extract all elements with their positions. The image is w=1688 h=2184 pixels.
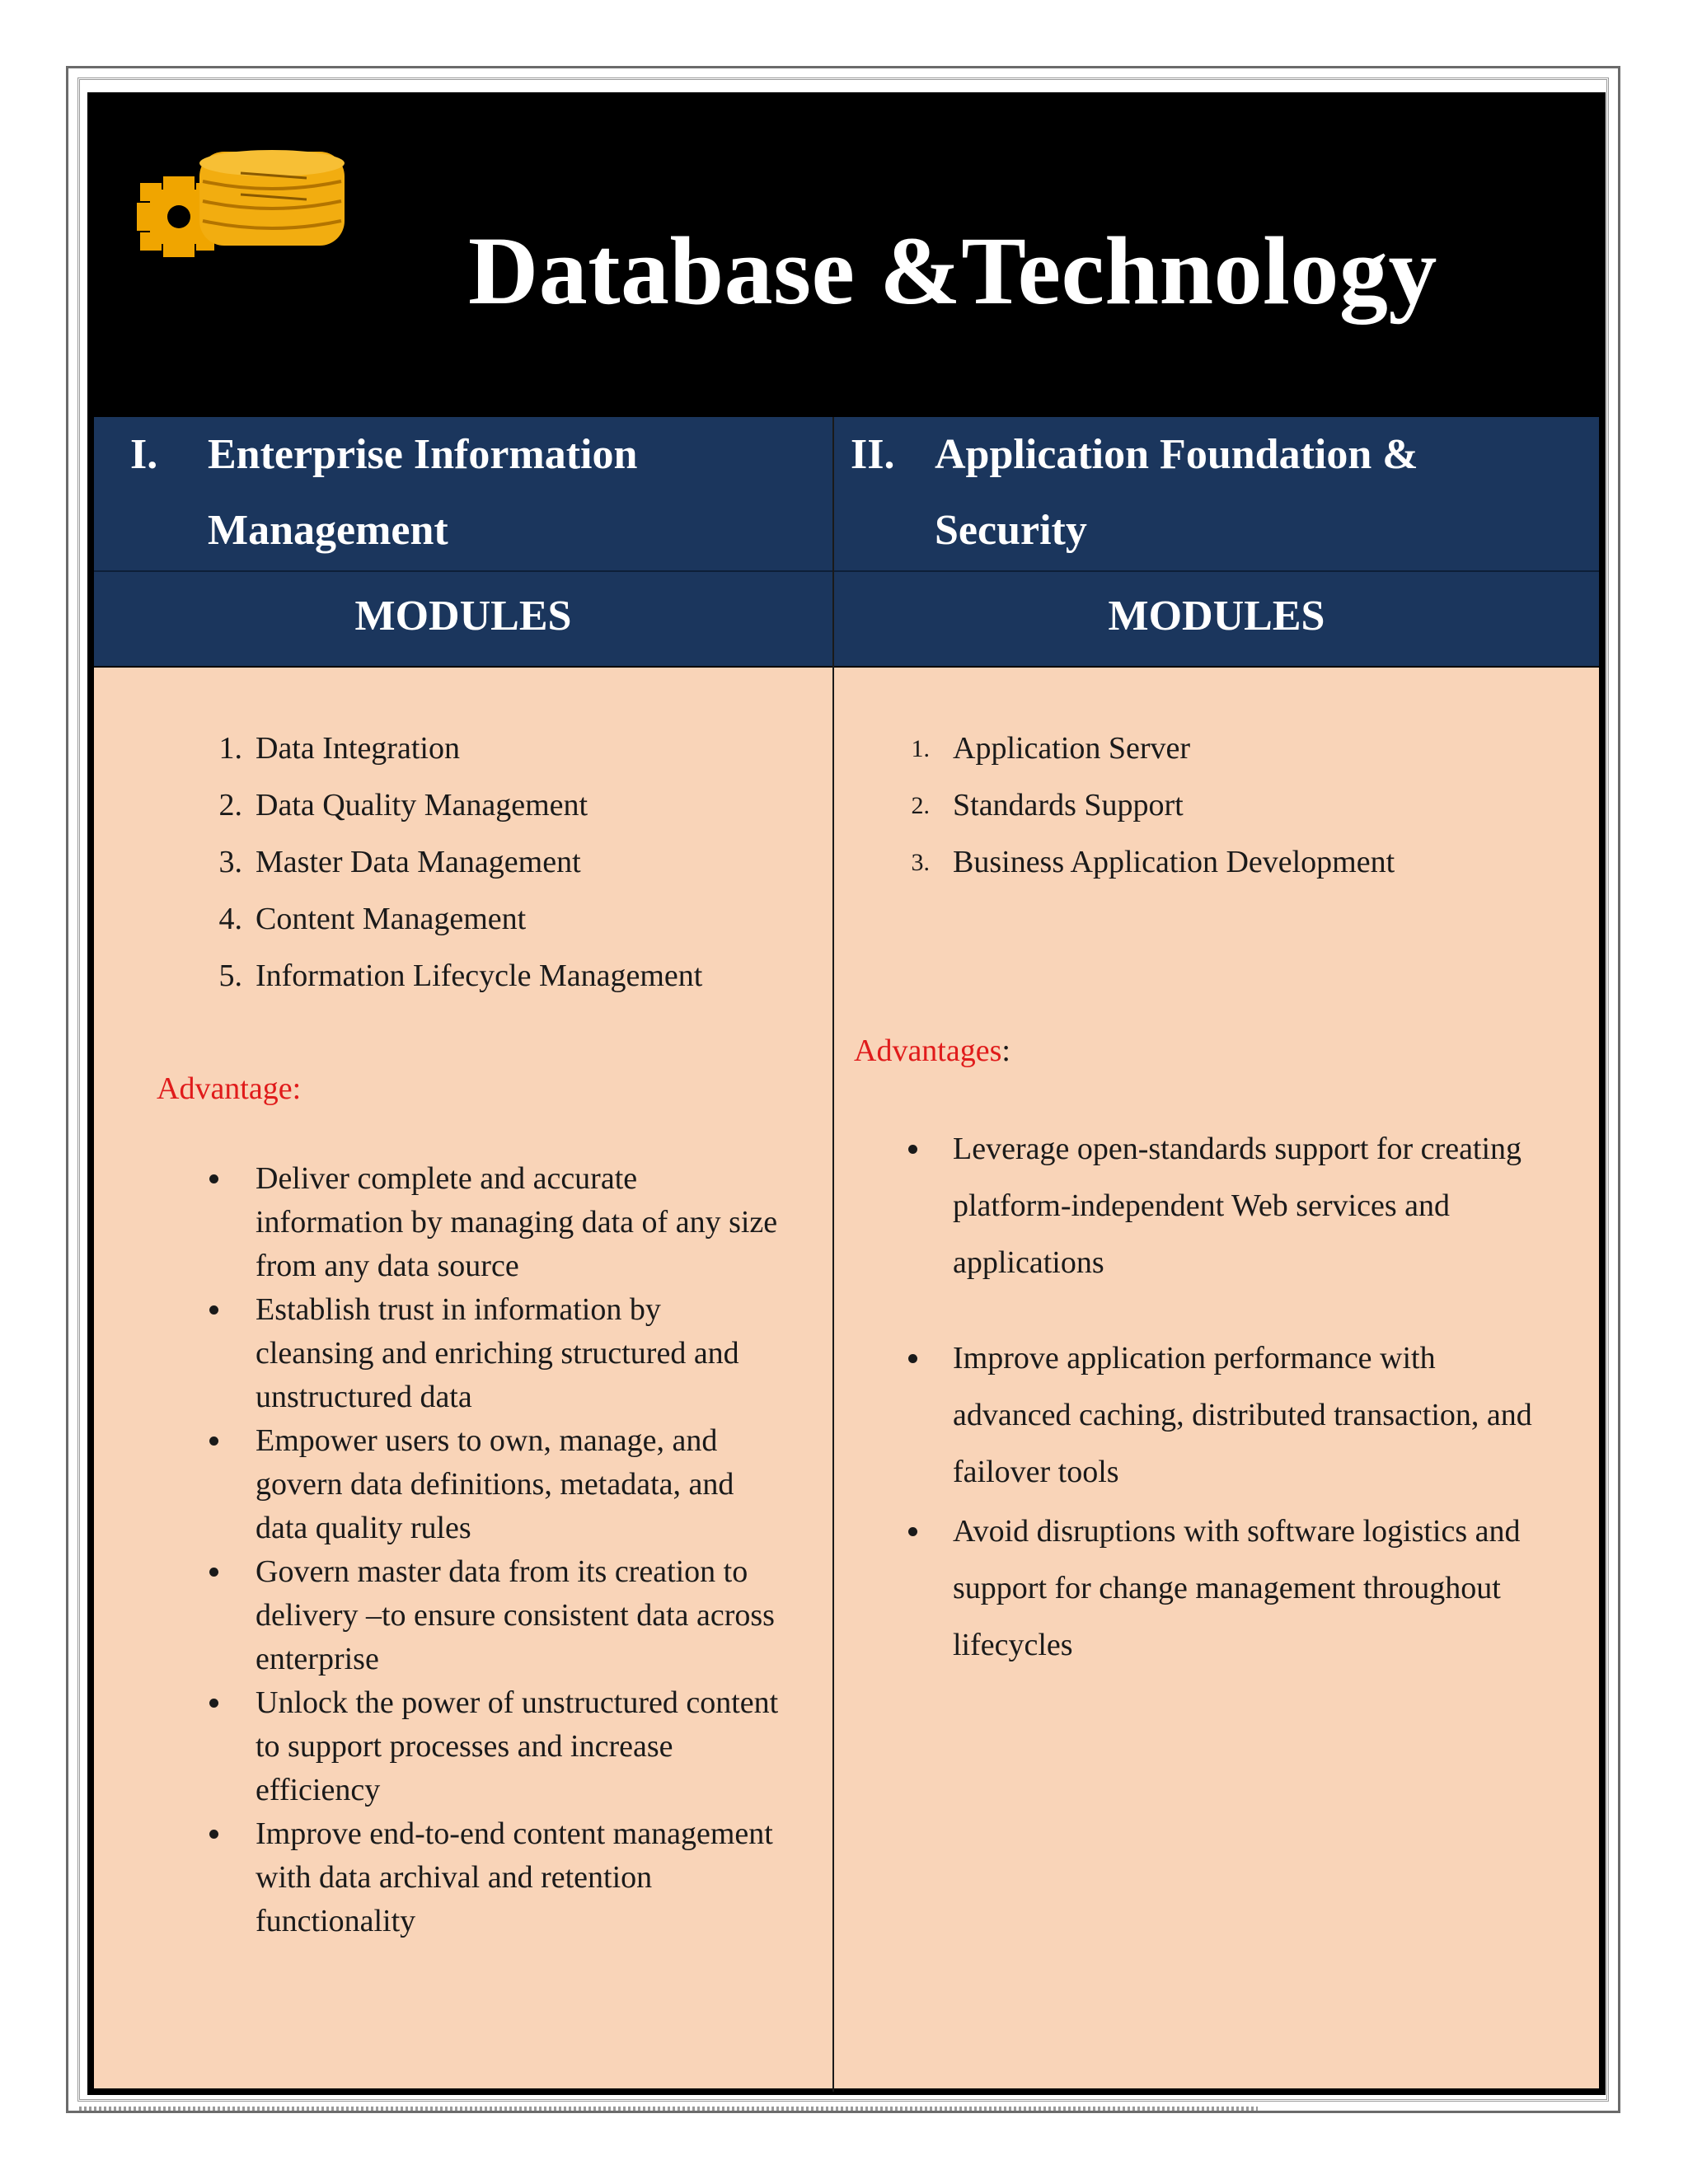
advantage-item: Avoid disruptions with software logistics and support for change management throughout lifecycles (953, 1503, 1604, 1676)
modules-label-left: MODULES (354, 593, 572, 640)
module-item: 3. Business Application Development (911, 845, 1395, 879)
section-number-right: II. (851, 431, 895, 478)
section-title-right (935, 417, 1528, 569)
module-label: Application Server (953, 731, 1191, 766)
database-gear-icon (117, 142, 356, 265)
advantage-label-right: Advantages: (854, 1033, 1010, 1068)
advantage-item: Empower users to own, manage, and govern data definitions, metadata, and data quality rules (256, 1419, 832, 1550)
modules-label-right: MODULES (1108, 593, 1325, 640)
module-label: Information Lifecycle Management (256, 958, 703, 993)
bullet-icon (209, 1699, 218, 1708)
module-item: 4. Content Management (218, 902, 527, 936)
bullet-icon (908, 1145, 917, 1154)
advantage-item: Unlock the power of unstructured content to support processes and increase efficiency (256, 1681, 832, 1812)
page-title: Database &Technology (468, 217, 1437, 325)
advantage-item: Establish trust in information by cleansing and enriching structured and unstructured data (256, 1288, 832, 1419)
footer-rule (79, 2107, 1258, 2111)
modules-list-left (218, 720, 832, 1005)
bullet-icon (908, 1354, 917, 1363)
advantage-item: Improve application performance with advanced caching, distributed transaction, and failover tools (953, 1330, 1604, 1503)
section-title-left-line2: Management (208, 507, 448, 554)
section-number-left: I. (130, 431, 158, 478)
advantage-item: Leverage open-standards support for creating platform-independent Web services and applications (953, 1121, 1604, 1330)
module-item: 2. Data Quality Management (218, 788, 588, 823)
module-item: 2. Standards Support (911, 788, 1184, 823)
advantage-item: Govern master data from its creation to delivery –to ensure consistent data across enterprise (256, 1550, 832, 1681)
bullet-icon (209, 1830, 218, 1839)
module-label: Data Integration (256, 731, 460, 766)
modules-list-right (911, 720, 1579, 891)
modules-header-row (94, 572, 1599, 668)
advantage-item: Improve end-to-end content management with data archival and retention functionality (256, 1812, 832, 1943)
advantages-list-left (256, 1157, 832, 1943)
section-title-right-line1: Application Foundation & (935, 431, 1418, 478)
section-title-left (208, 417, 801, 569)
bullet-icon (908, 1527, 917, 1536)
section-title-right-line2: Security (935, 507, 1087, 554)
section-title-left-line1: Enterprise Information (208, 431, 638, 478)
module-label: Data Quality Management (256, 788, 588, 823)
column-divider (832, 417, 834, 2092)
bullet-icon (209, 1305, 218, 1315)
module-label: Master Data Management (256, 845, 581, 879)
module-item: 5. Information Lifecycle Management (218, 958, 703, 993)
advantage-label-left: Advantage: (157, 1071, 302, 1106)
document-box (87, 92, 1606, 2095)
section-header-row (94, 417, 1599, 572)
section-heading-left (94, 417, 832, 570)
module-item: 1. Data Integration (218, 731, 460, 766)
module-label: Business Application Development (953, 845, 1395, 879)
bullet-icon (209, 1568, 218, 1577)
bullet-icon (209, 1436, 218, 1446)
module-label: Content Management (256, 902, 527, 936)
advantage-item: Deliver complete and accurate information by managing data of any size from any data source (256, 1157, 832, 1288)
bullet-icon (209, 1174, 218, 1183)
title-banner (94, 99, 1599, 417)
module-item: 1. Application Server (911, 731, 1191, 766)
module-label: Standards Support (953, 788, 1184, 823)
advantages-list-right (953, 1121, 1604, 1676)
section-heading-right (834, 417, 1599, 570)
module-item: 3. Master Data Management (218, 845, 581, 879)
